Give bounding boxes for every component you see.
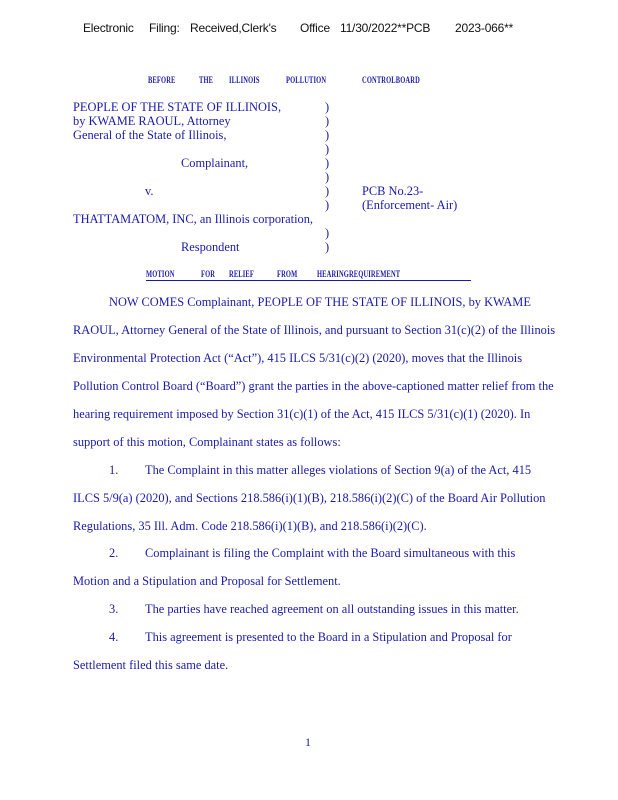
item-number: 1. (109, 463, 119, 477)
item-line: The Complaint in this matter alleges violations of Section 9(a) of the Act, 415 (145, 463, 532, 477)
stamp-received: Received,Clerk's (190, 21, 277, 35)
board-caption-word: THE (199, 75, 214, 85)
board-caption-word: POLLUTION (286, 75, 327, 85)
caption-paren: ) (325, 100, 330, 114)
case-number: PCB No.23- (362, 184, 424, 198)
item-line: Motion and a Stipulation and Proposal for Settlement. (73, 574, 341, 588)
intro-line: Pollution Control Board (“Board”) grant the parties in the above-captioned matter relief from the (73, 379, 554, 393)
defendant-name: THATTAMATOM, INC, an Illinois corporation, (73, 212, 314, 226)
board-caption-word: BEFORE (148, 75, 176, 85)
item-line: Settlement filed this same date. (73, 658, 229, 672)
intro-line: RAOUL, Attorney General of the State of Illinois, and pursuant to Section 31(c)(2) of the Illinois (73, 323, 556, 337)
plaintiff-line: General of the State of Illinois, (73, 128, 227, 142)
caption-paren: ) (325, 128, 330, 142)
caption-paren: ) (325, 142, 330, 156)
item-number: 3. (109, 602, 119, 616)
plaintiff-line: PEOPLE OF THE STATE OF ILLINOIS, (73, 100, 282, 114)
caption-paren: ) (325, 198, 330, 212)
motion-title-word: HEARINGREQUIREMENT (317, 269, 401, 279)
motion-title-word: FROM (277, 269, 298, 279)
stamp-office: Office (300, 21, 330, 35)
caption-paren: ) (325, 114, 330, 128)
caption-paren: ) (325, 226, 330, 240)
motion-title-word: FOR (201, 269, 216, 279)
item-number: 2. (109, 546, 119, 560)
intro-line: support of this motion, Complainant states as follows: (73, 435, 341, 449)
item-line: The parties have reached agreement on all outstanding issues in this matter. (145, 602, 519, 616)
caption-paren: ) (325, 156, 330, 170)
intro-line: Environmental Protection Act (“Act”), 415 ILCS 5/31(c)(2) (2020), moves that the Illinois (73, 351, 523, 365)
versus-label: v. (145, 184, 154, 198)
motion-title-word: RELIEF (229, 269, 254, 279)
board-caption-word: ILLINOIS (229, 75, 260, 85)
page-number: 1 (305, 735, 311, 749)
intro-line: NOW COMES Complainant, PEOPLE OF THE STATE OF ILLINOIS, by KWAME (109, 295, 531, 309)
caption-paren: ) (325, 170, 330, 184)
stamp-number: 2023-066** (455, 21, 514, 35)
plaintiff-line: by KWAME RAOUL, Attorney (73, 114, 231, 128)
item-number: 4. (109, 630, 119, 644)
caption-paren: ) (325, 240, 330, 254)
item-line: Complainant is filing the Complaint with the Board simultaneous with this (145, 546, 516, 560)
item-line: This agreement is presented to the Board in a Stipulation and Proposal for (145, 630, 512, 644)
item-line: Regulations, 35 Ill. Adm. Code 218.586(i)(1)(B), and 218.586(i)(2)(C). (73, 519, 427, 533)
board-caption-word: CONTROLBOARD (362, 75, 420, 85)
caption-paren: ) (325, 184, 330, 198)
motion-title-word: MOTION (146, 269, 175, 279)
stamp-filing: Filing: (149, 21, 180, 35)
complainant-label: Complainant, (181, 156, 249, 170)
stamp-date-pcb: 11/30/2022**PCB (340, 21, 431, 35)
respondent-label: Respondent (181, 240, 240, 254)
item-line: ILCS 5/9(a) (2020), and Sections 218.586(i)(1)(B), 218.586(i)(2)(C) of the Board Air Pollution (73, 491, 546, 505)
motion-title-underline (146, 280, 471, 281)
stamp-electronic: Electronic (83, 21, 134, 35)
case-type: (Enforcement- Air) (362, 198, 458, 212)
intro-line: hearing requirement imposed by Section 31(c)(1) of the Act, 415 ILCS 5/31(c)(1) (2020). In (73, 407, 531, 421)
